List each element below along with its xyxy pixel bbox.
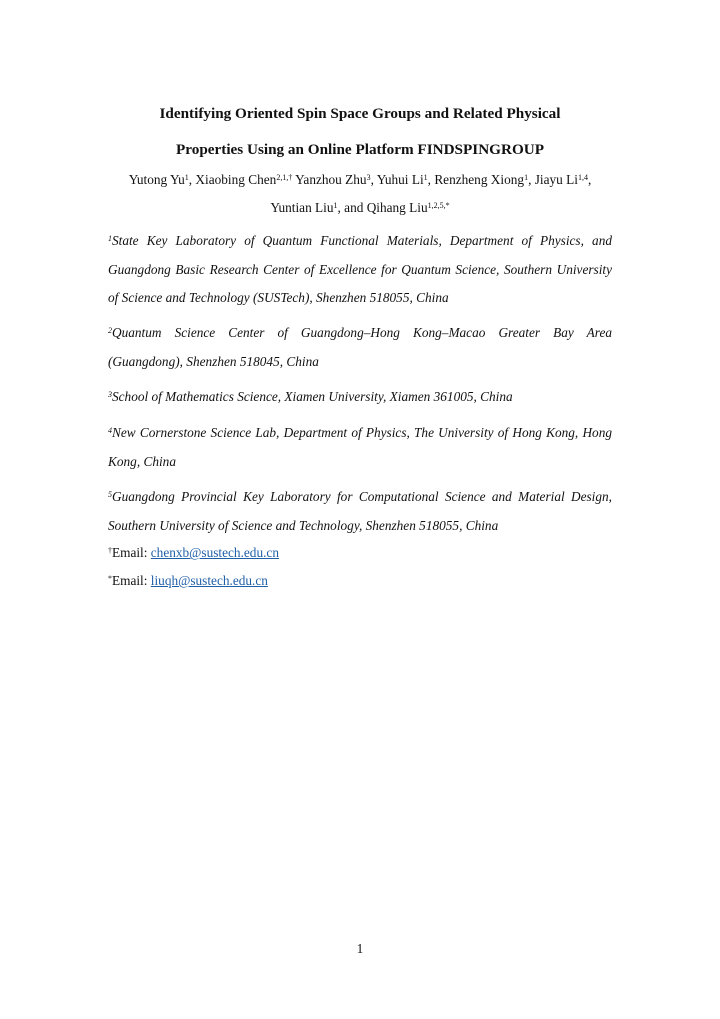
affiliation-4: $^4$New Cornerstone Science Lab, Department of Physics, The University of Hong Kong, Hong Kong, China: [108, 425, 612, 469]
paper-title: [108, 96, 612, 168]
affiliation-2: $^2$Quantum Science Center of Guangdong–Hong Kong–Macao Greater Bay Area (Guangdong), Shenzhen 518045, China: [108, 325, 612, 369]
author: Xiaobing Chen$^{2,1,\dagger}$: [195, 172, 293, 187]
author: Yuntian Liu$^1$: [270, 200, 338, 215]
corresponding-email-2: *Email: liuqh@sustech.edu.cn: [108, 573, 268, 588]
email-link[interactable]: chenxb@sustech.edu.cn: [150, 545, 279, 560]
email-link[interactable]: liuqh@sustech.edu.cn: [150, 573, 268, 588]
author: Yuhui Li$^1$: [376, 172, 428, 187]
page-number: 1: [356, 941, 364, 956]
title-line-2: Properties Using an Online Platform FINDSPINGROUP: [176, 141, 544, 158]
author: Qihang Liu$^{1,2,5,*}$: [366, 200, 450, 215]
author: Jiayu Li$^{1,4}$: [534, 172, 588, 187]
title-line-1: Identifying Oriented Spin Space Groups and Related Physical: [159, 105, 561, 122]
affiliation-5: $^5$Guangdong Provincial Key Laboratory for Computational Science and Material Design, Southern University of Science and Technology, Shenzhen 518055, China: [108, 489, 612, 533]
author-list: Yutong Yu$^1$, Xiaobing Chen$^{2,1,\dagger}$ Yanzhou Zhu$^3$, Yuhui Li$^1$, Renzheng Xiong$^1$, Jiayu Li$^{1,4}$, Yuntian Liu$^1$, and Qihang Liu$^{1,2,5,*}$: [128, 172, 592, 215]
corresponding-email-1: †Email: chenxb@sustech.edu.cn: [108, 545, 279, 560]
author: Renzheng Xiong$^1$: [434, 172, 529, 187]
affiliation-3: $^3$School of Mathematics Science, Xiamen University, Xiamen 361005, China: [108, 389, 513, 404]
author: Yutong Yu$^1$: [128, 172, 189, 187]
affiliation-1: $^1$State Key Laboratory of Quantum Functional Materials, Department of Physics, and Guangdong Basic Research Center of Excellence for Quantum Science, Southern University of Science and Technology (SUSTech), Shenzhen 518055, China: [108, 233, 612, 305]
author: Yanzhou Zhu$^3$: [295, 172, 371, 187]
